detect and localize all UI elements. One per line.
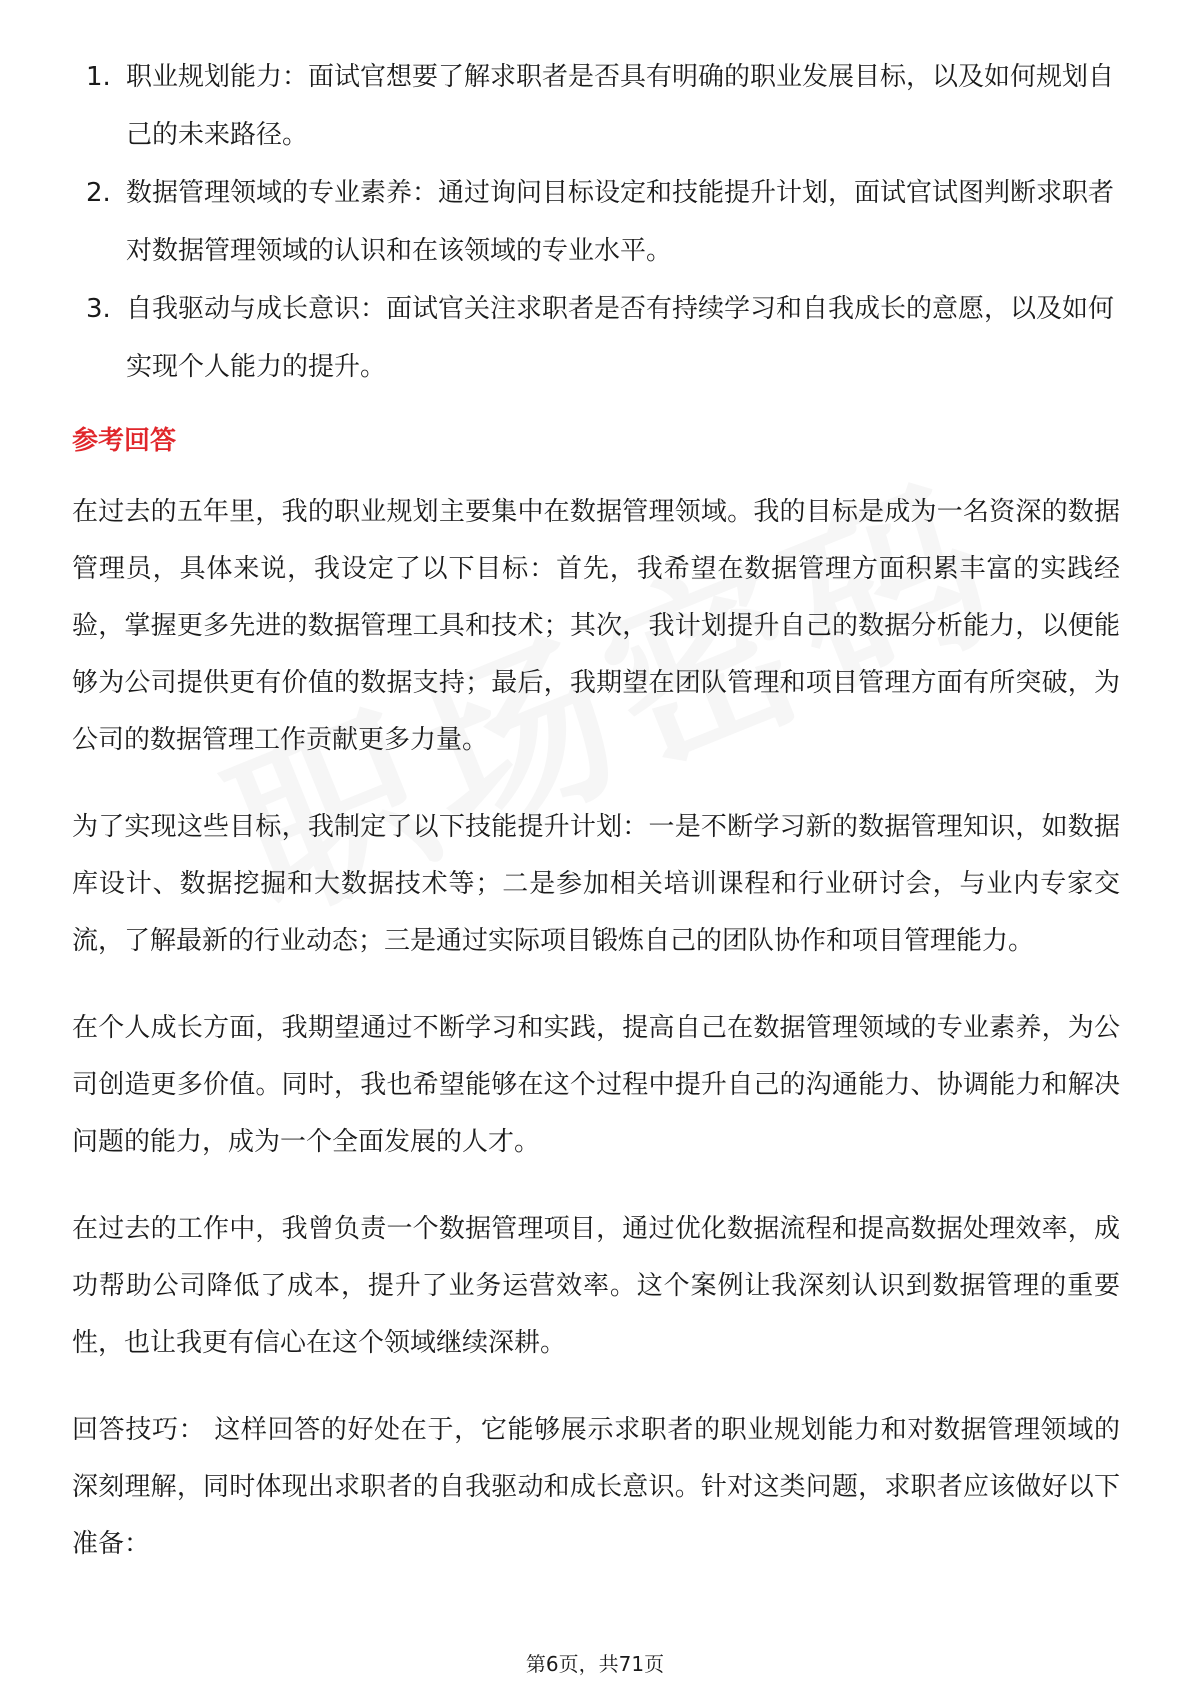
list-number: 2. bbox=[86, 178, 111, 208]
list-number: 3. bbox=[86, 294, 111, 324]
paragraph: 回答技巧： 这样回答的好处在于，它能够展示求职者的职业规划能力和对数据管理领域的深刻理解，同时体现出求职者的自我驱动和成长意识。针对这类问题，求职者应该做好以下准备： bbox=[72, 1415, 1120, 1559]
document-body bbox=[72, 48, 1120, 1573]
list-item bbox=[72, 48, 1120, 164]
paragraph: 为了实现这些目标，我制定了以下技能提升计划：一是不断学习新的数据管理知识，如数据库设计、数据挖掘和大数据技术等；二是参加相关培训课程和行业研讨会，与业内专家交流，了解最新的行业动态；三是通过实际项目锻炼自己的团队协作和项目管理能力。 bbox=[72, 812, 1120, 956]
section-heading: 参考回答 bbox=[72, 426, 177, 456]
paragraph: 在过去的五年里，我的职业规划主要集中在数据管理领域。我的目标是成为一名资深的数据管理员，具体来说，我设定了以下目标：首先，我希望在数据管理方面积累丰富的实践经验，掌握更多先进的数据管理工具和技术；其次，我计划提升自己的数据分析能力，以便能够为公司提供更有价值的数据支持；最后，我期望在团队管理和项目管理方面有所突破，为公司的数据管理工作贡献更多力量。 bbox=[72, 497, 1120, 755]
list-text: 自我驱动与成长意识：面试官关注求职者是否有持续学习和自我成长的意愿，以及如何实现个人能力的提升。 bbox=[126, 294, 1115, 382]
analysis-list bbox=[72, 48, 1120, 396]
list-number: 1. bbox=[86, 62, 111, 92]
list-item bbox=[72, 280, 1120, 396]
paragraph: 在过去的工作中，我曾负责一个数据管理项目，通过优化数据流程和提高数据处理效率，成功帮助公司降低了成本，提升了业务运营效率。这个案例让我深刻认识到数据管理的重要性，也让我更有信心在这个领域继续深耕。 bbox=[72, 1214, 1120, 1358]
list-text: 数据管理领域的专业素养：通过询问目标设定和技能提升计划，面试官试图判断求职者对数据管理领域的认识和在该领域的专业水平。 bbox=[126, 178, 1115, 266]
page-number: 第6页，共71页 bbox=[525, 1652, 665, 1676]
paragraph: 在个人成长方面，我期望通过不断学习和实践，提高自己在数据管理领域的专业素养，为公司创造更多价值。同时，我也希望能够在这个过程中提升自己的沟通能力、协调能力和解决问题的能力，成为一个全面发展的人才。 bbox=[72, 1013, 1120, 1157]
list-item bbox=[72, 164, 1120, 280]
list-text: 职业规划能力：面试官想要了解求职者是否具有明确的职业发展目标，以及如何规划自己的未来路径。 bbox=[126, 62, 1115, 150]
